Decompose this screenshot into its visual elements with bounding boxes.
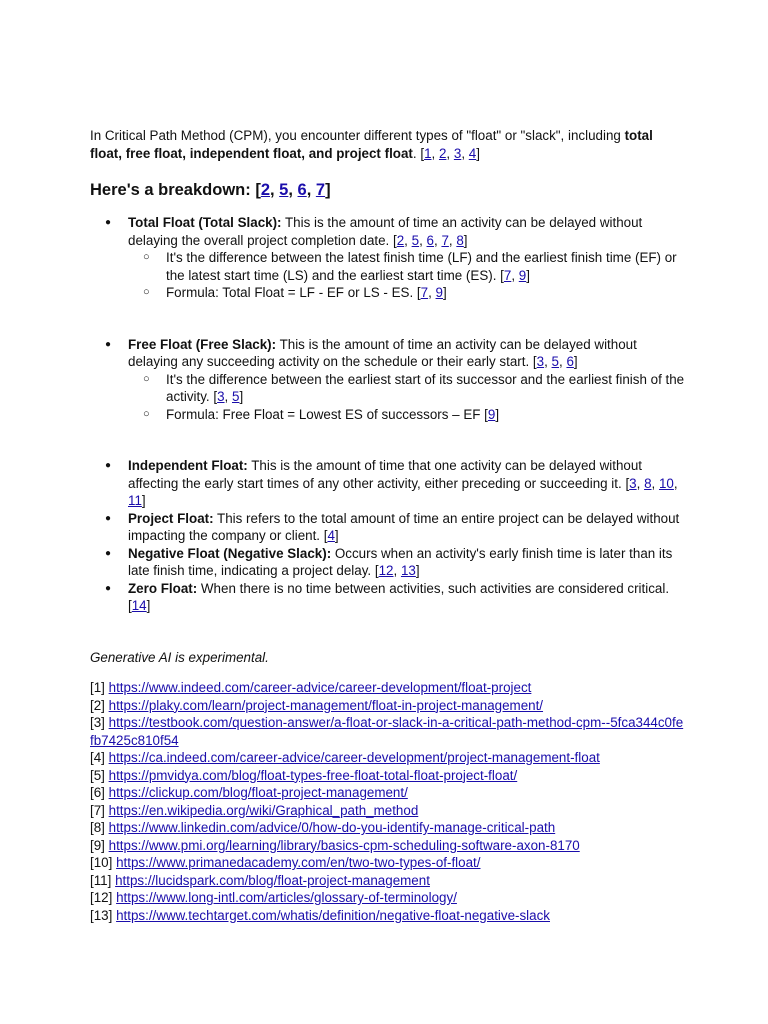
list-item-free-float: ● Free Float (Free Slack): This is the amount of time an activity can be delayed without delaying any succeeding activity on the schedule or their early start. [3, 5, 6] ○ It's the difference between the earliest start of its successor and the earliest finish of the activity. [3, 5] ○ Formula: Free Float = Lowest ES of successors – EF [9] — [90, 336, 686, 424]
citation-link[interactable]: 7 — [441, 232, 449, 248]
source-link[interactable]: https://lucidspark.com/blog/float-project-management — [115, 872, 430, 888]
source-link[interactable]: https://en.wikipedia.org/wiki/Graphical_path_method — [108, 802, 419, 818]
source-link[interactable]: https://www.pmi.org/learning/library/basics-cpm-scheduling-software-axon-8170 — [108, 837, 580, 853]
citation-link[interactable]: 7 — [420, 285, 429, 300]
citation-link[interactable]: 1 — [424, 145, 432, 161]
source-link[interactable]: https://www.techtarget.com/whatis/definition/negative-float-negative-slack — [116, 907, 550, 923]
citation-link[interactable]: 3 — [536, 354, 545, 369]
citation-link[interactable]: 8 — [644, 475, 652, 491]
citation-link[interactable]: 6 — [566, 354, 574, 369]
citation-link[interactable]: 6 — [297, 181, 307, 199]
citation-link[interactable]: 7 — [503, 267, 512, 283]
citation-link[interactable]: 5 — [411, 232, 420, 248]
citation-link[interactable]: 5 — [551, 354, 559, 369]
source-entry: [2] https://plaky.com/learn/project-management/float-in-project-management/ — [90, 697, 544, 713]
citation-link[interactable]: 12 — [378, 563, 394, 578]
citation-link[interactable]: 14 — [131, 598, 147, 613]
intro-bold-terms: total float, free float, independent float, and project float — [90, 128, 653, 161]
float-list — [90, 336, 686, 424]
citation-link[interactable]: 13 — [400, 563, 416, 578]
document-page — [90, 127, 686, 924]
citation-link[interactable]: 2 — [260, 181, 270, 199]
citation-link[interactable]: 2 — [438, 145, 447, 161]
citation-link[interactable]: 10 — [658, 475, 674, 491]
source-link[interactable]: https://www.indeed.com/career-advice/career-development/float-project — [108, 680, 532, 695]
source-entry: [1] https://www.indeed.com/career-advice/career-development/float-project — [90, 680, 532, 695]
citation-link[interactable]: 3 — [629, 475, 637, 491]
source-link[interactable]: https://www.linkedin.com/advice/0/how-do-you-identify-manage-critical-path — [108, 820, 556, 835]
sub-list — [128, 249, 686, 302]
source-entry: [9] https://www.pmi.org/learning/library/basics-cpm-scheduling-software-axon-8170 — [90, 837, 580, 853]
citation-link[interactable]: 9 — [487, 406, 496, 422]
sources-list — [90, 679, 686, 924]
citation-link[interactable]: 7 — [315, 181, 326, 199]
source-entry: [4] https://ca.indeed.com/career-advice/career-development/project-management-float — [90, 750, 600, 765]
citation-link[interactable]: 11 — [128, 493, 142, 508]
source-entry: [11] https://lucidspark.com/blog/float-project-management — [90, 872, 430, 888]
citation-link[interactable]: 5 — [232, 389, 240, 404]
ai-disclaimer: Generative AI is experimental. — [90, 649, 269, 665]
list-item-independent-float: ● Independent Float: This is the amount of time that one activity can be delayed without affecting the early start times of any other activity, either preceding or succeeding it. [3, 8, 10, 11] — [90, 457, 686, 510]
source-entry: [5] https://pmvidya.com/blog/float-types-free-float-total-float-project-float/ — [90, 767, 518, 783]
sub-list-item: ○ Formula: Free Float = Lowest ES of successors – EF [9] — [128, 406, 686, 424]
source-link[interactable]: https://plaky.com/learn/project-management/float-in-project-management/ — [108, 697, 544, 713]
source-entry: [8] https://www.linkedin.com/advice/0/how-do-you-identify-manage-critical-path — [90, 820, 556, 835]
intro-text: In Critical Path Method (CPM), you encounter different types of "float" or "slack", including — [90, 128, 625, 143]
list-item-total-float: ● Total Float (Total Slack): This is the amount of time an activity can be delayed without delaying the overall project completion date. [2, 5, 6, 7, 8] ○ It's the difference between the latest finish time (LF) and the earliest finish time (EF) or the latest start time (LS) and the earliest start time (ES). [7, 9] ○ Formula: Total Float = LF - EF or LS - ES. [7, 9] — [90, 214, 686, 302]
source-link[interactable]: https://clickup.com/blog/float-project-management/ — [108, 785, 408, 800]
source-link[interactable]: https://www.primanedacademy.com/en/two-two-types-of-float/ — [116, 855, 481, 870]
source-link[interactable]: https://pmvidya.com/blog/float-types-free-float-total-float-project-float/ — [108, 767, 518, 783]
source-link[interactable]: https://www.long-intl.com/articles/glossary-of-terminology/ — [116, 890, 457, 905]
citation-link[interactable]: 4 — [468, 145, 477, 161]
source-link[interactable]: https://ca.indeed.com/career-advice/career-development/project-management-float — [108, 750, 600, 765]
citation-link[interactable]: 9 — [518, 267, 527, 283]
citation-link[interactable]: 9 — [435, 285, 443, 300]
source-entry: [3] https://testbook.com/question-answer/a-float-or-slack-in-a-critical-path-method-cpm--5fca344c0fefb7425c810f54 — [90, 715, 684, 748]
source-entry: [12] https://www.long-intl.com/articles/glossary-of-terminology/ — [90, 890, 457, 905]
citation-link[interactable]: 3 — [217, 389, 225, 404]
source-link[interactable]: https://testbook.com/question-answer/a-float-or-slack-in-a-critical-path-method-cpm--5fca344c0fefb7425c810f54 — [90, 715, 684, 748]
citation-link[interactable]: 5 — [279, 181, 289, 199]
citation-link[interactable]: 3 — [453, 145, 462, 161]
source-entry: [6] https://clickup.com/blog/float-project-management/ — [90, 785, 408, 800]
intro-paragraph: In Critical Path Method (CPM), you encounter different types of "float" or "slack", including total float, free float, independent float, and project float. [1, 2, 3, 4] — [90, 128, 653, 161]
float-list — [90, 457, 686, 615]
list-item-negative-float: ● Negative Float (Negative Slack): Occurs when an activity's early finish time is later than its late finish time, indicating a project delay. [12, 13] — [90, 545, 686, 580]
citation-link[interactable]: 6 — [426, 232, 434, 248]
sub-list-item: ○ It's the difference between the earliest start of its successor and the earliest finish of the activity. [3, 5] — [128, 371, 686, 406]
sub-list-item: ○ Formula: Total Float = LF - EF or LS - ES. [7, 9] — [128, 284, 686, 302]
source-entry: [10] https://www.primanedacademy.com/en/two-two-types-of-float/ — [90, 855, 481, 870]
source-entry: [7] https://en.wikipedia.org/wiki/Graphical_path_method — [90, 802, 419, 818]
citation-link[interactable]: 8 — [456, 232, 464, 248]
section-heading: Here's a breakdown: [2, 5, 6, 7] — [90, 181, 331, 199]
source-entry: [13] https://www.techtarget.com/whatis/definition/negative-float-negative-slack — [90, 907, 550, 923]
list-item-project-float: ● Project Float: This refers to the total amount of time an entire project can be delayed without impacting the company or client. [4] — [90, 510, 686, 545]
list-item-zero-float: ● Zero Float: When there is no time between activities, such activities are considered critical. [14] — [90, 580, 686, 615]
sub-list-item: ○ It's the difference between the latest finish time (LF) and the earliest finish time (EF) or the latest start time (LS) and the earliest start time (ES). [7, 9] — [128, 249, 686, 284]
float-list — [90, 214, 686, 302]
citation-link[interactable]: 2 — [396, 232, 405, 248]
citation-link[interactable]: 4 — [327, 528, 335, 543]
sub-list — [128, 371, 686, 424]
